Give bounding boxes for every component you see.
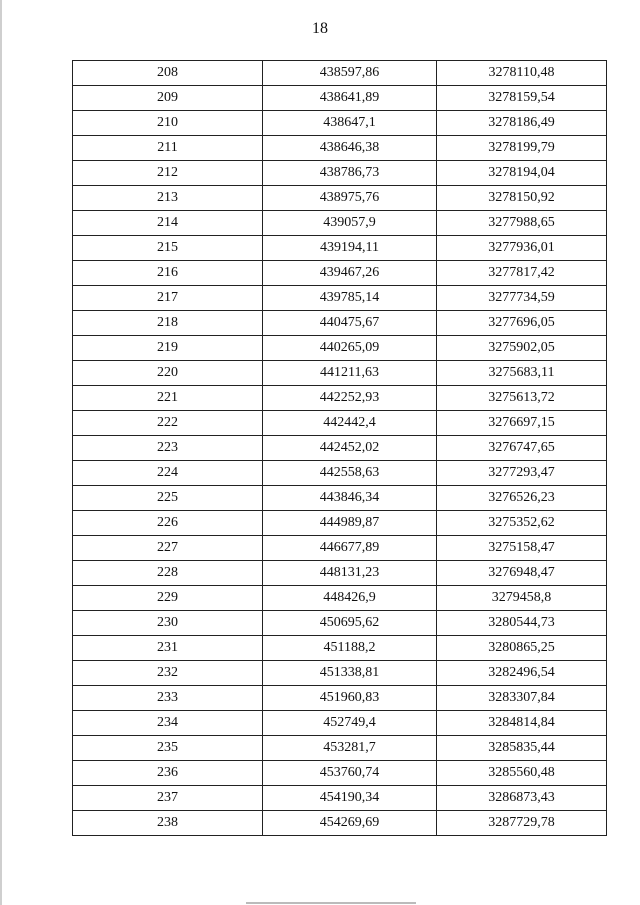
coordinates-table-body bbox=[73, 61, 607, 836]
point-number-cell: 235 bbox=[73, 736, 263, 761]
y-coordinate-cell: 3285835,44 bbox=[437, 736, 607, 761]
y-coordinate-cell: 3278150,92 bbox=[437, 186, 607, 211]
table-row bbox=[73, 761, 607, 786]
y-coordinate-cell: 3275683,11 bbox=[437, 361, 607, 386]
table-row bbox=[73, 336, 607, 361]
x-coordinate-cell: 441211,63 bbox=[263, 361, 437, 386]
table-row bbox=[73, 486, 607, 511]
x-coordinate-cell: 438646,38 bbox=[263, 136, 437, 161]
point-number-cell: 212 bbox=[73, 161, 263, 186]
point-number-cell: 230 bbox=[73, 611, 263, 636]
x-coordinate-cell: 438975,76 bbox=[263, 186, 437, 211]
x-coordinate-cell: 438786,73 bbox=[263, 161, 437, 186]
y-coordinate-cell: 3277696,05 bbox=[437, 311, 607, 336]
table-row bbox=[73, 786, 607, 811]
table-row bbox=[73, 361, 607, 386]
x-coordinate-cell: 438647,1 bbox=[263, 111, 437, 136]
x-coordinate-cell: 442452,02 bbox=[263, 436, 437, 461]
table-row bbox=[73, 211, 607, 236]
table-row bbox=[73, 636, 607, 661]
x-coordinate-cell: 448426,9 bbox=[263, 586, 437, 611]
y-coordinate-cell: 3278159,54 bbox=[437, 86, 607, 111]
table-row bbox=[73, 811, 607, 836]
x-coordinate-cell: 442252,93 bbox=[263, 386, 437, 411]
y-coordinate-cell: 3284814,84 bbox=[437, 711, 607, 736]
y-coordinate-cell: 3277988,65 bbox=[437, 211, 607, 236]
x-coordinate-cell: 438597,86 bbox=[263, 61, 437, 86]
x-coordinate-cell: 442442,4 bbox=[263, 411, 437, 436]
table-row bbox=[73, 186, 607, 211]
table-row bbox=[73, 611, 607, 636]
point-number-cell: 234 bbox=[73, 711, 263, 736]
y-coordinate-cell: 3280544,73 bbox=[437, 611, 607, 636]
y-coordinate-cell: 3278110,48 bbox=[437, 61, 607, 86]
table-row bbox=[73, 86, 607, 111]
y-coordinate-cell: 3285560,48 bbox=[437, 761, 607, 786]
table-row bbox=[73, 61, 607, 86]
table-row bbox=[73, 561, 607, 586]
table-row bbox=[73, 111, 607, 136]
x-coordinate-cell: 453281,7 bbox=[263, 736, 437, 761]
point-number-cell: 211 bbox=[73, 136, 263, 161]
y-coordinate-cell: 3275352,62 bbox=[437, 511, 607, 536]
y-coordinate-cell: 3275613,72 bbox=[437, 386, 607, 411]
x-coordinate-cell: 450695,62 bbox=[263, 611, 437, 636]
point-number-cell: 208 bbox=[73, 61, 263, 86]
y-coordinate-cell: 3278199,79 bbox=[437, 136, 607, 161]
point-number-cell: 221 bbox=[73, 386, 263, 411]
x-coordinate-cell: 453760,74 bbox=[263, 761, 437, 786]
x-coordinate-cell: 451338,81 bbox=[263, 661, 437, 686]
y-coordinate-cell: 3277293,47 bbox=[437, 461, 607, 486]
x-coordinate-cell: 451960,83 bbox=[263, 686, 437, 711]
y-coordinate-cell: 3276697,15 bbox=[437, 411, 607, 436]
point-number-cell: 210 bbox=[73, 111, 263, 136]
x-coordinate-cell: 442558,63 bbox=[263, 461, 437, 486]
x-coordinate-cell: 439785,14 bbox=[263, 286, 437, 311]
y-coordinate-cell: 3287729,78 bbox=[437, 811, 607, 836]
point-number-cell: 223 bbox=[73, 436, 263, 461]
coordinates-table bbox=[72, 60, 607, 836]
point-number-cell: 236 bbox=[73, 761, 263, 786]
point-number-cell: 225 bbox=[73, 486, 263, 511]
point-number-cell: 214 bbox=[73, 211, 263, 236]
y-coordinate-cell: 3283307,84 bbox=[437, 686, 607, 711]
table-row bbox=[73, 236, 607, 261]
x-coordinate-cell: 444989,87 bbox=[263, 511, 437, 536]
point-number-cell: 232 bbox=[73, 661, 263, 686]
x-coordinate-cell: 448131,23 bbox=[263, 561, 437, 586]
table-row bbox=[73, 686, 607, 711]
point-number-cell: 218 bbox=[73, 311, 263, 336]
page-left-edge bbox=[0, 0, 2, 905]
point-number-cell: 213 bbox=[73, 186, 263, 211]
x-coordinate-cell: 438641,89 bbox=[263, 86, 437, 111]
point-number-cell: 215 bbox=[73, 236, 263, 261]
y-coordinate-cell: 3275902,05 bbox=[437, 336, 607, 361]
y-coordinate-cell: 3276948,47 bbox=[437, 561, 607, 586]
y-coordinate-cell: 3277734,59 bbox=[437, 286, 607, 311]
y-coordinate-cell: 3277936,01 bbox=[437, 236, 607, 261]
y-coordinate-cell: 3279458,8 bbox=[437, 586, 607, 611]
point-number-cell: 231 bbox=[73, 636, 263, 661]
table-row bbox=[73, 711, 607, 736]
table-row bbox=[73, 736, 607, 761]
x-coordinate-cell: 439467,26 bbox=[263, 261, 437, 286]
x-coordinate-cell: 439057,9 bbox=[263, 211, 437, 236]
point-number-cell: 226 bbox=[73, 511, 263, 536]
point-number-cell: 237 bbox=[73, 786, 263, 811]
x-coordinate-cell: 446677,89 bbox=[263, 536, 437, 561]
y-coordinate-cell: 3277817,42 bbox=[437, 261, 607, 286]
x-coordinate-cell: 443846,34 bbox=[263, 486, 437, 511]
point-number-cell: 209 bbox=[73, 86, 263, 111]
point-number-cell: 217 bbox=[73, 286, 263, 311]
point-number-cell: 216 bbox=[73, 261, 263, 286]
table-row bbox=[73, 586, 607, 611]
y-coordinate-cell: 3276747,65 bbox=[437, 436, 607, 461]
coordinates-table-wrapper bbox=[72, 60, 606, 836]
y-coordinate-cell: 3282496,54 bbox=[437, 661, 607, 686]
point-number-cell: 229 bbox=[73, 586, 263, 611]
table-row bbox=[73, 661, 607, 686]
x-coordinate-cell: 440475,67 bbox=[263, 311, 437, 336]
y-coordinate-cell: 3278186,49 bbox=[437, 111, 607, 136]
table-row bbox=[73, 461, 607, 486]
point-number-cell: 228 bbox=[73, 561, 263, 586]
page-bottom-mark bbox=[246, 902, 416, 904]
table-row bbox=[73, 261, 607, 286]
table-row bbox=[73, 436, 607, 461]
point-number-cell: 227 bbox=[73, 536, 263, 561]
table-row bbox=[73, 286, 607, 311]
y-coordinate-cell: 3275158,47 bbox=[437, 536, 607, 561]
x-coordinate-cell: 451188,2 bbox=[263, 636, 437, 661]
y-coordinate-cell: 3278194,04 bbox=[437, 161, 607, 186]
x-coordinate-cell: 439194,11 bbox=[263, 236, 437, 261]
table-row bbox=[73, 386, 607, 411]
point-number-cell: 233 bbox=[73, 686, 263, 711]
page-number: 18 bbox=[312, 20, 328, 37]
point-number-cell: 224 bbox=[73, 461, 263, 486]
point-number-cell: 220 bbox=[73, 361, 263, 386]
table-row bbox=[73, 161, 607, 186]
point-number-cell: 222 bbox=[73, 411, 263, 436]
y-coordinate-cell: 3280865,25 bbox=[437, 636, 607, 661]
x-coordinate-cell: 454269,69 bbox=[263, 811, 437, 836]
x-coordinate-cell: 440265,09 bbox=[263, 336, 437, 361]
y-coordinate-cell: 3286873,43 bbox=[437, 786, 607, 811]
point-number-cell: 219 bbox=[73, 336, 263, 361]
table-row bbox=[73, 411, 607, 436]
table-row bbox=[73, 136, 607, 161]
point-number-cell: 238 bbox=[73, 811, 263, 836]
table-row bbox=[73, 311, 607, 336]
table-row bbox=[73, 511, 607, 536]
x-coordinate-cell: 454190,34 bbox=[263, 786, 437, 811]
y-coordinate-cell: 3276526,23 bbox=[437, 486, 607, 511]
x-coordinate-cell: 452749,4 bbox=[263, 711, 437, 736]
table-row bbox=[73, 536, 607, 561]
